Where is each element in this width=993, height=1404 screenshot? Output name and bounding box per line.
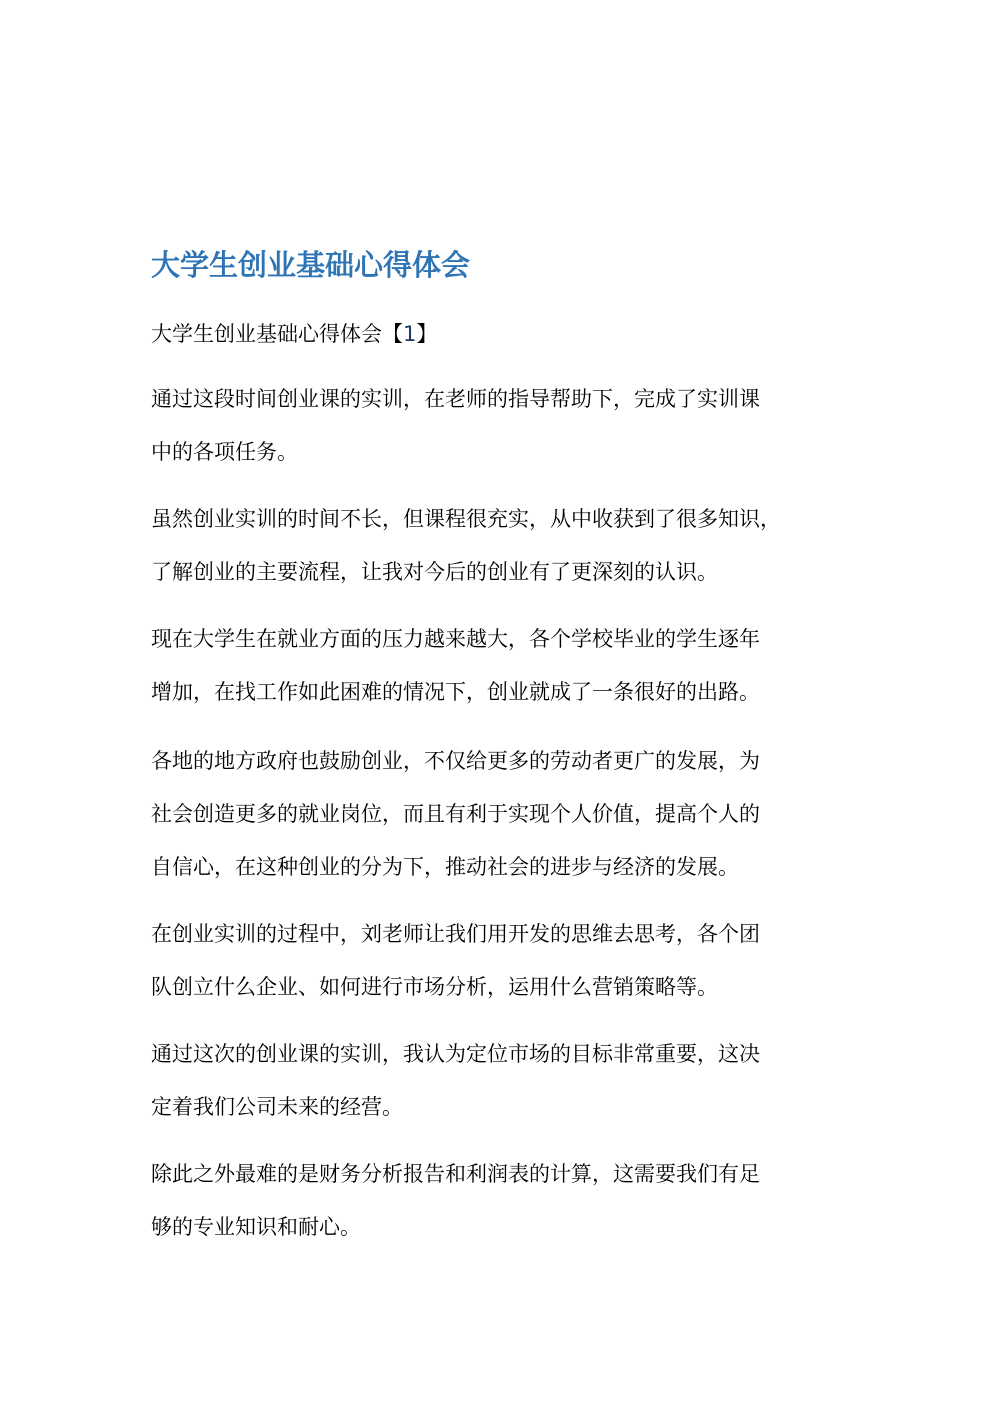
- paragraph-6: [151, 1028, 831, 1134]
- paragraph-line: 定着我们公司未来的经营。: [151, 1095, 403, 1119]
- section-number: 1: [403, 322, 417, 346]
- paragraph-line: 了解创业的主要流程，让我对今后的创业有了更深刻的认识。: [151, 560, 718, 584]
- bracket-open: 【: [382, 322, 403, 346]
- paragraph-7: [151, 1148, 831, 1254]
- paragraph-line: 中的各项任务。: [151, 440, 298, 464]
- paragraph-3: [151, 613, 831, 719]
- paragraph-line: 自信心，在这种创业的分为下，推动社会的进步与经济的发展。: [151, 855, 739, 879]
- paragraph-line: 各地的地方政府也鼓励创业，不仅给更多的劳动者更广的发展，为: [151, 749, 760, 773]
- paragraph-line: 通过这段时间创业课的实训，在老师的指导帮助下，完成了实训课: [151, 387, 760, 411]
- paragraph-line: 够的专业知识和耐心。: [151, 1215, 361, 1239]
- paragraph-line: 社会创造更多的就业岗位，而且有利于实现个人价值，提高个人的: [151, 802, 760, 826]
- paragraph-line: 增加，在找工作如此困难的情况下，创业就成了一条很好的出路。: [151, 680, 760, 704]
- paragraph-line: 队创立什么企业、如何进行市场分析，运用什么营销策略等。: [151, 975, 718, 999]
- paragraph-1: [151, 373, 831, 479]
- section-heading-text: 大学生创业基础心得体会: [151, 322, 382, 346]
- paragraph-line: 现在大学生在就业方面的压力越来越大，各个学校毕业的学生逐年: [151, 627, 760, 651]
- paragraph-line: 虽然创业实训的时间不长，但课程很充实，从中收获到了很多知识，: [151, 507, 781, 531]
- paragraph-2: [151, 493, 831, 599]
- paragraph-line: 在创业实训的过程中，刘老师让我们用开发的思维去思考，各个团: [151, 922, 760, 946]
- paragraph-5: [151, 908, 831, 1014]
- bracket-close: 】: [416, 322, 438, 346]
- section-heading: [151, 316, 437, 352]
- paragraph-line: 通过这次的创业课的实训，我认为定位市场的目标非常重要，这决: [151, 1042, 760, 1066]
- document-title: 大学生创业基础心得体会: [151, 248, 471, 282]
- paragraph-4: [151, 735, 831, 894]
- paragraph-line: 除此之外最难的是财务分析报告和利润表的计算，这需要我们有足: [151, 1162, 760, 1186]
